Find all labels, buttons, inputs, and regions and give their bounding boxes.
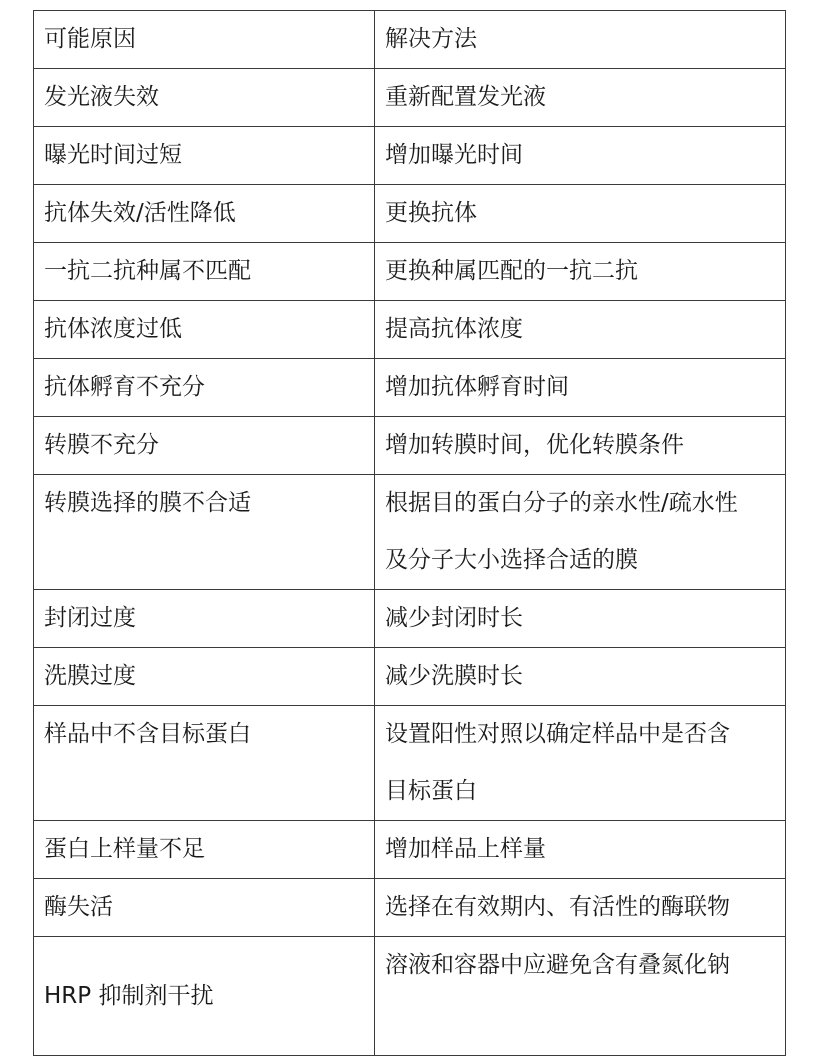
solution-line: 设置阳性对照以确定样品中是否含 [385, 721, 730, 747]
cause-cell: 洗膜过度 [34, 648, 375, 706]
solution-line: 更换种属匹配的一抗二抗 [385, 258, 638, 284]
solution-cell [375, 185, 786, 243]
solution-cell [375, 706, 786, 821]
cause-cell: 抗体浓度过低 [34, 301, 375, 359]
cause-cell: 抗体孵育不充分 [34, 359, 375, 417]
solution-cell [375, 301, 786, 359]
cause-cell: 发光液失效 [34, 69, 375, 127]
solution-line: 增加抗体孵育时间 [385, 374, 569, 400]
cause-cell: 蛋白上样量不足 [34, 821, 375, 879]
solution-line: 减少封闭时长 [385, 605, 523, 631]
cause-cell: 转膜不充分 [34, 417, 375, 475]
table-row [34, 359, 786, 417]
table-row [34, 590, 786, 648]
solution-cell [375, 69, 786, 127]
solution-line: 选择在有效期内、有活性的酶联物 [385, 894, 730, 920]
solution-line: 溶液和容器中应避免含有叠氮化钠 [385, 952, 730, 978]
table-row [34, 69, 786, 127]
table-row [34, 127, 786, 185]
cause-cell: 封闭过度 [34, 590, 375, 648]
solution-line: 及分子大小选择合适的膜 [385, 547, 638, 573]
cause-cell: HRP 抑制剂干扰 [34, 937, 375, 1056]
cause-cell: 抗体失效/活性降低 [34, 185, 375, 243]
table-row [34, 879, 786, 937]
solution-cell [375, 590, 786, 648]
solution-line: 增加转膜时间，优化转膜条件 [385, 432, 684, 458]
table-row [34, 185, 786, 243]
solution-line: 更换抗体 [385, 200, 477, 226]
solution-cell [375, 879, 786, 937]
solution-cell [375, 821, 786, 879]
table-row [34, 475, 786, 590]
table-row [34, 821, 786, 879]
solution-line: 重新配置发光液 [385, 84, 546, 110]
solution-cell [375, 127, 786, 185]
solution-line: 增加曝光时间 [385, 142, 523, 168]
table-header-row [34, 11, 786, 69]
solution-line: 目标蛋白 [385, 778, 477, 804]
table-row [34, 648, 786, 706]
solution-line: 根据目的蛋白分子的亲水性/疏水性 [385, 490, 738, 516]
table-row [34, 301, 786, 359]
solution-cell [375, 937, 786, 1056]
header-cause: 可能原因 [34, 11, 375, 69]
solution-cell [375, 243, 786, 301]
table-row [34, 937, 786, 1056]
solution-line: 提高抗体浓度 [385, 316, 523, 342]
cause-cell: 样品中不含目标蛋白 [34, 706, 375, 821]
cause-cell: 曝光时间过短 [34, 127, 375, 185]
solution-cell [375, 417, 786, 475]
solution-cell [375, 648, 786, 706]
solution-cell [375, 359, 786, 417]
solution-line: 减少洗膜时长 [385, 663, 523, 689]
table-row [34, 417, 786, 475]
table-row [34, 243, 786, 301]
solution-line: 增加样品上样量 [385, 836, 546, 862]
table-row [34, 706, 786, 821]
solution-cell [375, 475, 786, 590]
header-solution: 解决方法 [375, 11, 786, 69]
cause-cell: 转膜选择的膜不合适 [34, 475, 375, 590]
cause-cell: 一抗二抗种属不匹配 [34, 243, 375, 301]
cause-cell: 酶失活 [34, 879, 375, 937]
troubleshooting-table [33, 10, 786, 1056]
